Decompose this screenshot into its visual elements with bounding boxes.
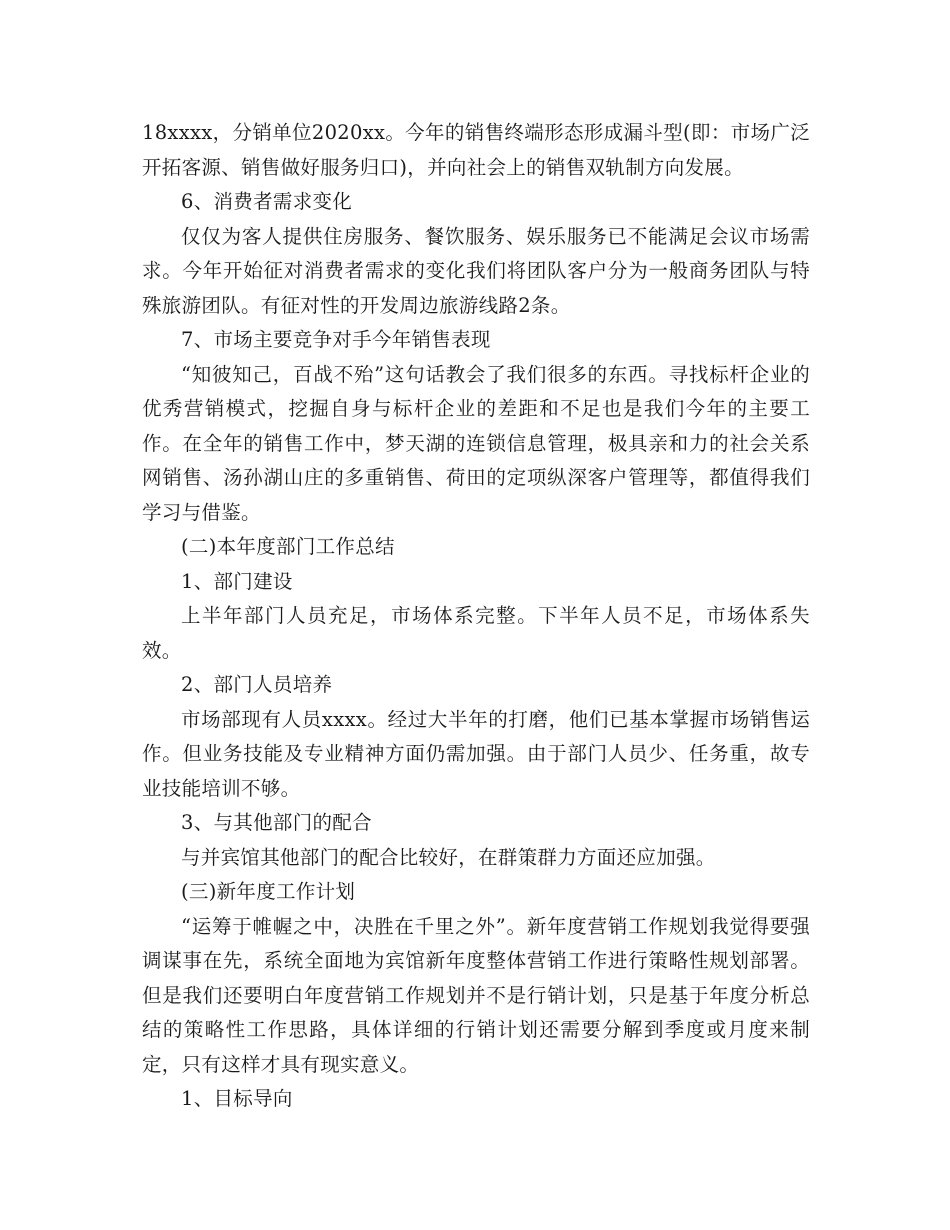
- section-heading-staff-training: 2、部门人员培养: [181, 673, 333, 696]
- section-heading-new-year-plan: (三)新年度工作计划: [181, 880, 356, 903]
- paragraph-continuation: 18xxxx，分销单位2020xx。今年的销售终端形态形成漏斗型(即：市场广泛开拓客源、销售做好服务归口)，并向社会上的销售双轨制方向发展。: [142, 121, 810, 179]
- section-heading-cooperation: 3、与其他部门的配合: [181, 811, 372, 834]
- section-heading-competitors: 7、市场主要竞争对手今年销售表现: [181, 328, 491, 351]
- document-page: [142, 116, 810, 1117]
- section-heading-consumer-demand: 6、消费者需求变化: [181, 190, 353, 213]
- section-heading-department-summary: (二)本年度部门工作总结: [181, 535, 395, 558]
- paragraph-competitors: “知彼知己，百战不殆”这句话教会了我们很多的东西。寻找标杆企业的优秀营销模式，挖掘自身与标杆企业的差距和不足也是我们今年的主要工作。在全年的销售工作中，梦天湖的连锁信息管理，极具亲和力的社会关系网销售、汤孙湖山庄的多重销售、荷田的定项纵深客户管理等，都值得我们学习与借鉴。: [142, 362, 810, 524]
- paragraph-cooperation: 与并宾馆其他部门的配合比较好，在群策群力方面还应加强。: [181, 845, 716, 869]
- paragraph-new-year-plan: “运筹于帷幄之中，决胜在千里之外”。新年度营销工作规划我觉得要强调谋事在先，系统全面地为宾馆新年度整体营销工作进行策略性规划部署。但是我们还要明白年度营销工作规划并不是行销计划，只是基于年度分析总结的策略性工作思路，具体详细的行销计划还需要分解到季度或月度来制定，只有这样才具有现实意义。: [142, 914, 810, 1076]
- paragraph-staff-training: 市场部现有人员xxxx。经过大半年的打磨，他们已基本掌握市场销售运作。但业务技能及专业精神方面仍需加强。由于部门人员少、任务重，故专业技能培训不够。: [142, 707, 810, 800]
- section-heading-department-building: 1、部门建设: [181, 569, 293, 593]
- paragraph-consumer-demand: 仅仅为客人提供住房服务、餐饮服务、娱乐服务已不能满足会议市场需求。今年开始征对消费者需求的变化我们将团队客户分为一般商务团队与特殊旅游团队。有征对性的开发周边旅游线路2条。: [142, 224, 810, 317]
- section-heading-goal-orientation: 1、目标导向: [181, 1087, 293, 1110]
- paragraph-department-building: 上半年部门人员充足，市场体系完整。下半年人员不足，市场体系失效。: [142, 604, 810, 662]
